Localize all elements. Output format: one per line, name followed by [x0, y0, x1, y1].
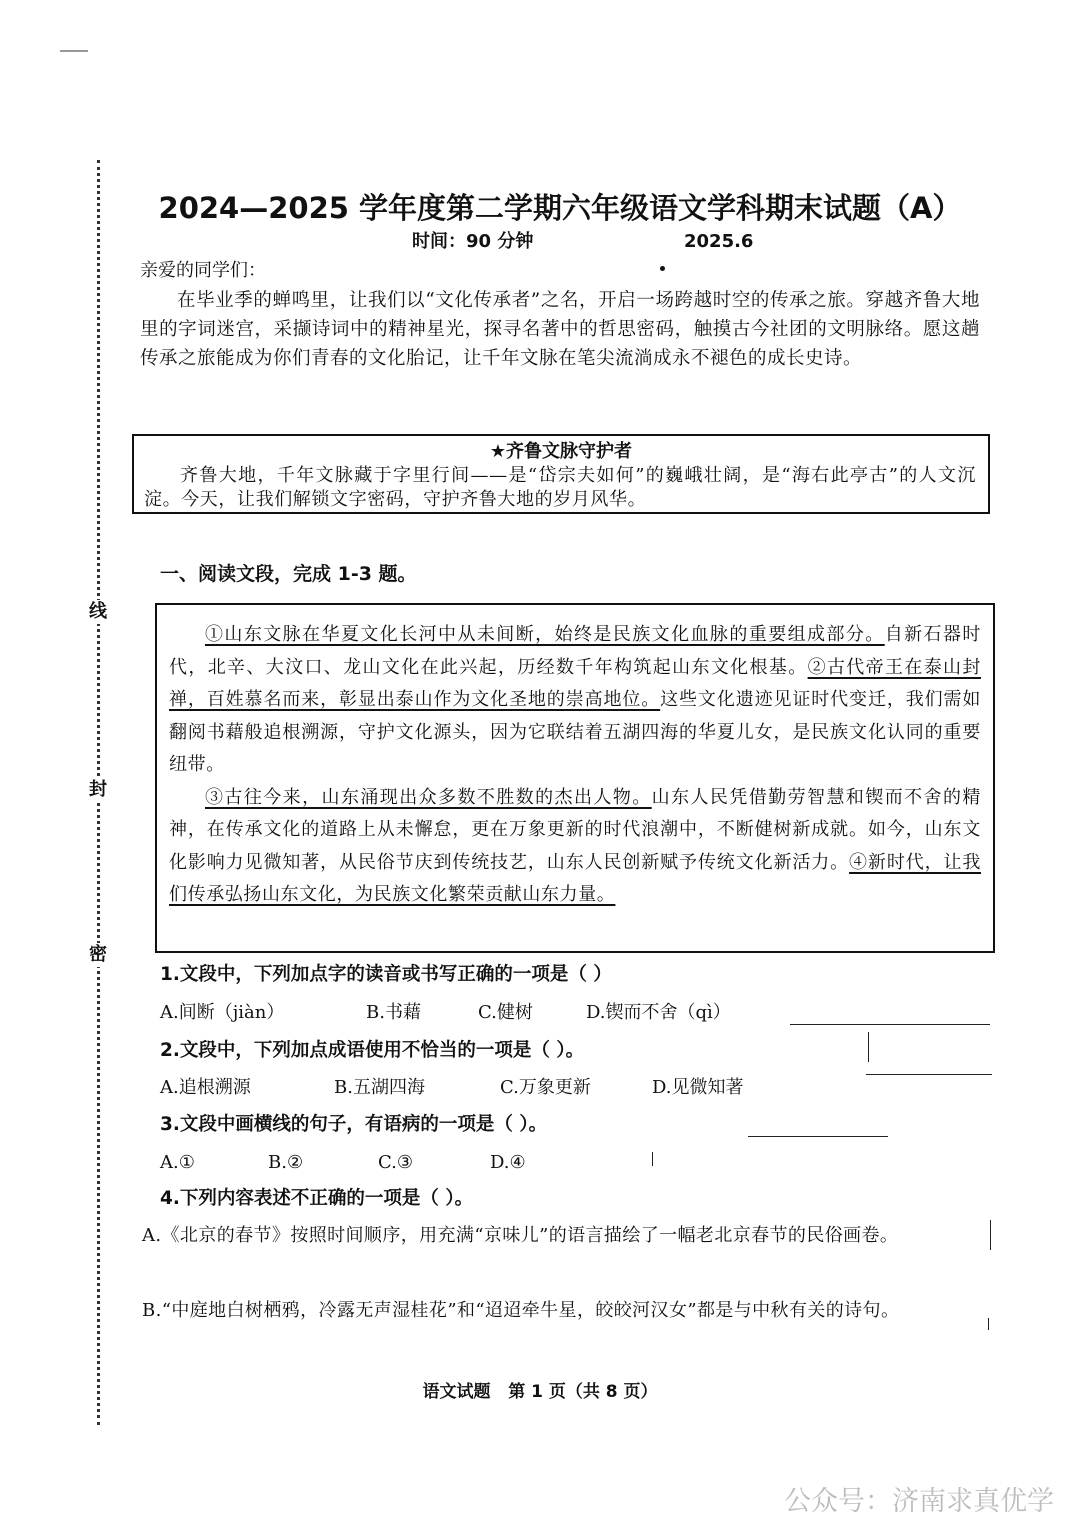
greeting: 亲爱的同学们： [140, 260, 266, 281]
option-b: B.② [268, 1152, 304, 1173]
binding-mark-mi: 密 [86, 943, 110, 967]
sentence-3: ③古往今来，山东涌现出众多数不胜数的杰出人物。 [205, 786, 652, 808]
question-2: 2.文段中，下列加点成语使用不恰当的一项是（ ）。 [160, 1040, 585, 1061]
binding-mark-xian: 线 [86, 600, 110, 624]
exam-time: 时间：90 分钟 [412, 231, 534, 252]
option-a: A.《北京的春节》按照时间顺序，用充满“京味儿”的语言描绘了一幅老北京春节的民俗画卷。 [142, 1225, 899, 1246]
margin-line [790, 1024, 990, 1025]
question-3: 3.文段中画横线的句子，有语病的一项是（ ）。 [160, 1114, 548, 1135]
watermark: 公众号：济南求真优学 [784, 1486, 1054, 1517]
passage-paragraph [169, 782, 981, 912]
section-text: 齐鲁大地，千年文脉藏于字里行间——是“岱宗夫如何”的巍峨壮阔，是“海右此亭古”的人文沉淀。今天，让我们解锁文字密码，守护齐鲁大地的岁月风华。 [144, 465, 976, 510]
passage-text: 自新石器时代，北辛、大汶口、龙山文化在此兴起，历经数千年构筑起山东文化根基。 [169, 624, 982, 678]
sentence-1: ①山东文脉在华夏文化长河中从未间断，始终是民族文化血脉的重要组成部分。 [205, 624, 885, 645]
reading-passage-box [155, 603, 995, 953]
passage-paragraph [169, 619, 981, 782]
margin-line [652, 1152, 653, 1166]
option-c: C.③ [378, 1152, 413, 1173]
option-a: A.间断（jiàn） [160, 1002, 285, 1023]
option-b: B.书藉 [366, 1002, 421, 1023]
option-a: A.① [160, 1152, 195, 1173]
margin-line [748, 1136, 888, 1137]
intro-paragraph: 在毕业季的蝉鸣里，让我们以“文化传承者”之名，开启一场跨越时空的传承之旅。穿越齐鲁大地里的字词迷宫，采撷诗词中的精神星光，探寻名著中的哲思密码，触摸古今社团的文明脉络。愿这趟传承之旅能成为你们青春的文化胎记，让千年文脉在笔尖流淌成永不褪色的成长史诗。 [140, 290, 980, 369]
option-d: D.见微知著 [652, 1077, 744, 1098]
question-4: 4.下列内容表述不正确的一项是（ ）。 [160, 1188, 474, 1209]
option-d: D.锲而不舍（qì） [586, 1002, 731, 1023]
option-d: D.④ [490, 1152, 526, 1173]
sentence-2: ②古代帝王在泰山封禅，百姓慕名而来，彰显出泰山作为文化圣地的崇高地位。 [169, 656, 982, 710]
part-heading: 一、阅读文段，完成 1-3 题。 [160, 563, 417, 585]
option-b: B.五湖四海 [334, 1077, 425, 1098]
section-title: ★齐鲁文脉守护者 [489, 441, 633, 462]
exam-title: 2024—2025 学年度第二学期六年级语文学科期末试题（A） [158, 191, 962, 225]
sentence-4: ④新时代，让我们传承弘扬山东文化，为民族文化繁荣贡献山东力量。 [169, 851, 981, 905]
option-b: B.“中庭地白树栖鸦，冷露无声湿桂花”和“迢迢牵牛星，皎皎河汉女”都是与中秋有关的诗句。 [142, 1300, 900, 1321]
option-c: C.健树 [478, 1002, 533, 1023]
option-a: A.追根溯源 [160, 1077, 251, 1098]
option-c: C.万象更新 [500, 1077, 591, 1098]
passage-text: 这些文化遗迹见证时代变迁，我们需如翻阅书藉般追根溯源，守护文化源头，因为它联结着五湖四海的华夏儿女，是民族文化认同的重要纽带。 [169, 689, 981, 775]
scan-mark [60, 50, 88, 52]
reading-passage [169, 619, 981, 912]
ink-dot [660, 266, 665, 271]
margin-line [868, 1032, 869, 1062]
margin-line [866, 1074, 992, 1075]
margin-line [988, 1318, 989, 1330]
exam-date: 2025.6 [684, 231, 754, 252]
margin-line [990, 1220, 991, 1250]
question-1: 1.文段中，下列加点字的读音或书写正确的一项是（ ） [160, 964, 612, 985]
passage-text: 山东人民凭借勤劳智慧和锲而不舍的精神，在传承文化的道路上从未懈怠，更在万象更新的时代浪潮中，不断健树新成就。如今，山东文化影响力见微知著，从民俗节庆到传统技艺，山东人民创新赋予传统文化新活力。 [169, 786, 981, 873]
binding-mark-feng: 封 [86, 778, 110, 802]
section-banner [132, 434, 990, 514]
page-footer: 语文试题 第 1 页（共 8 页） [422, 1382, 658, 1402]
